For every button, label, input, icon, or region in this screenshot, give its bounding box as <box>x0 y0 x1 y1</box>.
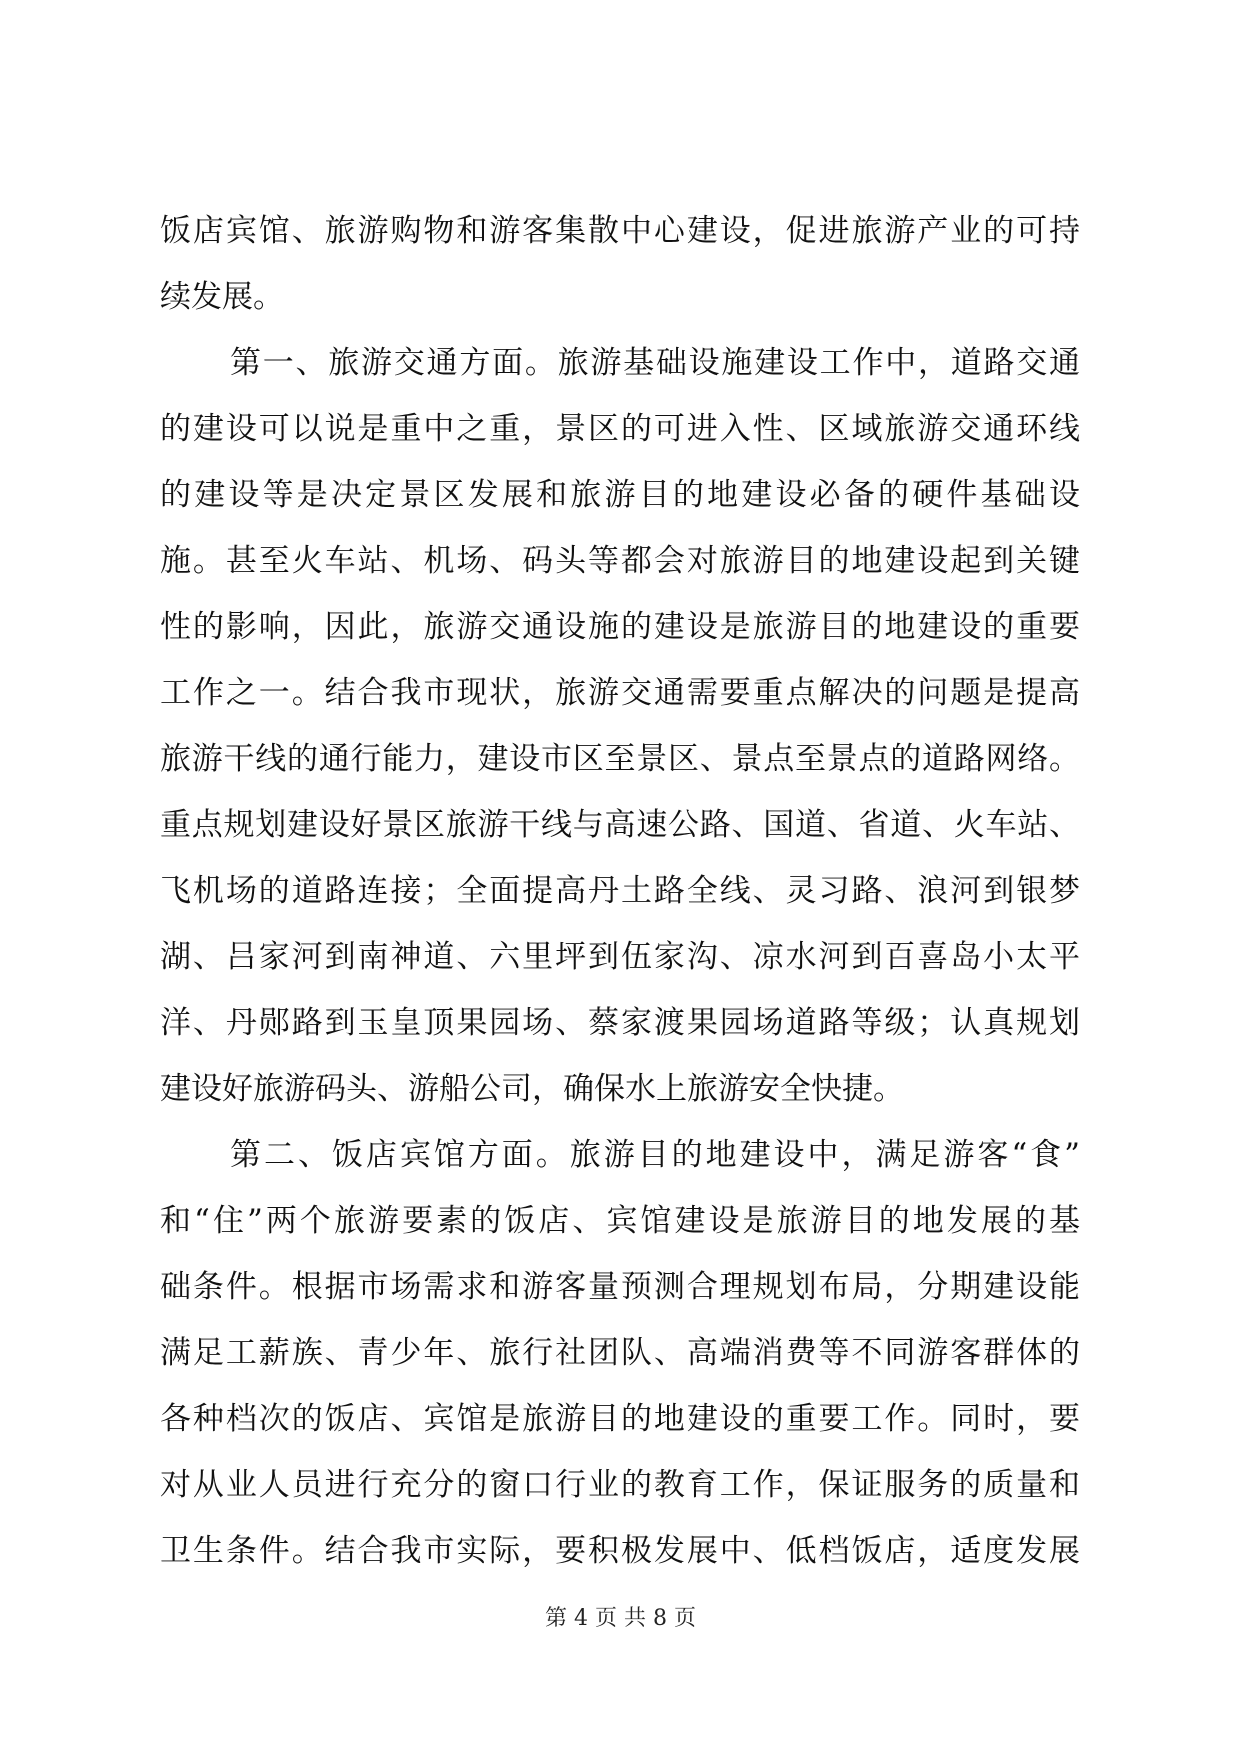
text-line: 第一、旅游交通方面。旅游基础设施建设工作中，道路交通 <box>230 345 1080 381</box>
text-line: 旅游干线的通行能力，建设市区至景区、景点至景点的道路网络。 <box>160 741 1080 777</box>
text-line: 础条件。根据市场需求和游客量预测合理规划布局，分期建设能 <box>160 1269 1080 1305</box>
text-line: 工作之一。结合我市现状，旅游交通需要重点解决的问题是提高 <box>160 675 1080 711</box>
text-line: 和“住”两个旅游要素的饭店、宾馆建设是旅游目的地发展的基 <box>160 1203 1080 1239</box>
text-line: 飞机场的道路连接；全面提高丹土路全线、灵习路、浪河到银梦 <box>160 873 1080 909</box>
text-line: 各种档次的饭店、宾馆是旅游目的地建设的重要工作。同时，要 <box>160 1401 1080 1437</box>
text-line: 性的影响，因此，旅游交通设施的建设是旅游目的地建设的重要 <box>160 609 1080 645</box>
text-line: 施。甚至火车站、机场、码头等都会对旅游目的地建设起到关键 <box>160 543 1080 579</box>
text-line: 的建设等是决定景区发展和旅游目的地建设必备的硬件基础设 <box>160 477 1080 513</box>
text-line: 的建设可以说是重中之重，景区的可进入性、区域旅游交通环线 <box>160 411 1080 447</box>
text-line: 满足工薪族、青少年、旅行社团队、高端消费等不同游客群体的 <box>160 1335 1080 1371</box>
document-body <box>160 198 1080 1584</box>
text-line: 建设好旅游码头、游船公司，确保水上旅游安全快捷。 <box>160 1071 904 1107</box>
text-line: 续发展。 <box>160 279 284 315</box>
text-line: 对从业人员进行充分的窗口行业的教育工作，保证服务的质量和 <box>160 1467 1080 1503</box>
text-line: 饭店宾馆、旅游购物和游客集散中心建设，促进旅游产业的可持 <box>160 213 1080 249</box>
text-line: 湖、吕家河到南神道、六里坪到伍家沟、凉水河到百喜岛小太平 <box>160 939 1080 975</box>
text-line: 洋、丹郧路到玉皇顶果园场、蔡家渡果园场道路等级；认真规划 <box>160 1005 1080 1041</box>
text-line: 重点规划建设好景区旅游干线与高速公路、国道、省道、火车站、 <box>160 807 1080 843</box>
page-footer: 第 4 页 共 8 页 <box>545 1606 696 1631</box>
text-line: 第二、饭店宾馆方面。旅游目的地建设中，满足游客“食” <box>230 1137 1080 1173</box>
text-line: 卫生条件。结合我市实际，要积极发展中、低档饭店，适度发展 <box>160 1533 1080 1569</box>
